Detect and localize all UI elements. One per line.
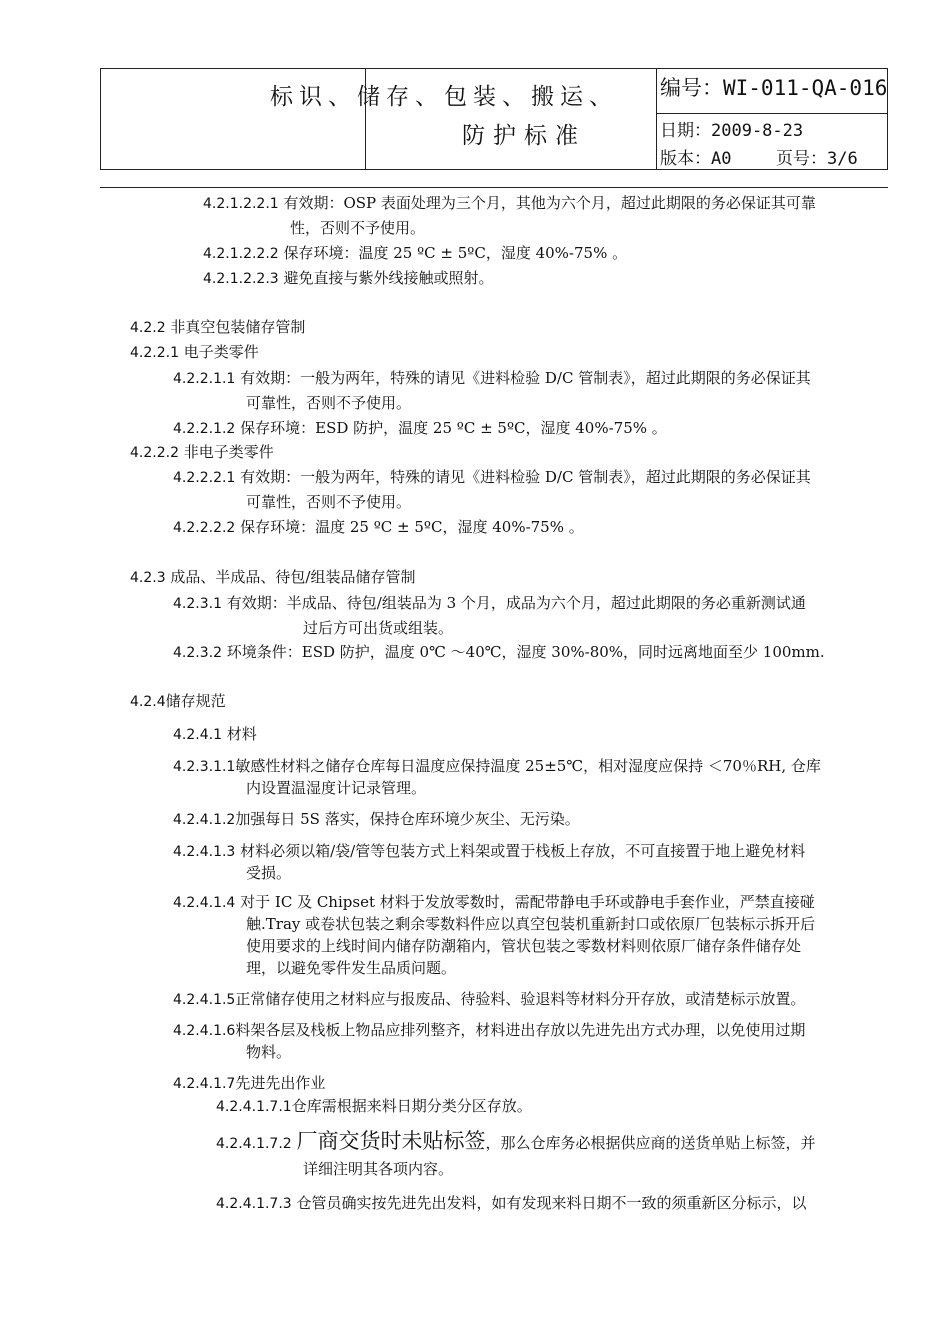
clause-line: [290, 219, 425, 237]
section-heading: [130, 692, 226, 711]
section-heading: [130, 343, 259, 362]
clause-line: [216, 1097, 532, 1116]
clause-text: 过后方可出货或组装。: [303, 619, 454, 637]
clause-line: [173, 643, 825, 662]
emphasized-text: 厂商交货时未贴标签: [296, 1129, 486, 1153]
clause-text: ，那么仓库务必根据供应商的送货单贴上标签，并: [485, 1134, 816, 1152]
clause-text: 非电子类零件: [183, 443, 274, 461]
clause-line: [173, 369, 811, 388]
clause-number: 4.2.4.1.5: [173, 992, 236, 1008]
clause-line: [203, 244, 627, 263]
clause-text: 有效期：半成品、待包/组装品为 3 个月，成品为六个月，超过此期限的务必重新测试通: [226, 594, 806, 612]
clause-text: 储存规范: [165, 692, 226, 710]
clause-text: 保存环境：ESD 防护，温度 25 ºC ± 5ºC，湿度 40%-75% 。: [240, 419, 667, 437]
clause-line: [173, 893, 815, 912]
clause-number: 4.2.4.1.4: [173, 895, 236, 911]
clause-line: [173, 842, 805, 861]
clause-number: 4.2.1.2.2.1: [203, 196, 279, 212]
clause-text: 避免直接与紫外线接触或照射。: [283, 269, 494, 287]
clause-text: 成品、半成品、待包/组装品储存管制: [170, 568, 416, 586]
clause-number: 4.2.4.1.7.1: [216, 1099, 292, 1115]
section-heading: [130, 568, 415, 587]
clause-line: [203, 194, 816, 213]
clause-line: [173, 594, 806, 613]
clause-line: [246, 493, 411, 511]
header-divider: [656, 69, 657, 169]
clause-text: 先进先出作业: [235, 1074, 326, 1092]
clause-text: 材料: [226, 725, 257, 743]
clause-number: 4.2.1.2.2.2: [203, 246, 279, 262]
clause-text: 保存环境：温度 25 ºC ± 5ºC，湿度 40%-75% 。: [240, 518, 584, 536]
clause-line: [303, 619, 453, 637]
clause-line: [246, 864, 291, 882]
clause-line: [303, 1160, 453, 1178]
clause-text: 触.Tray 或卷状包装之剩余零数料件应以真空包装机重新封口或依原厂包装标示拆开后: [246, 915, 816, 933]
header-divider: [656, 113, 887, 114]
document-version: 版本：A0: [660, 149, 732, 169]
clause-number: 4.2.4.1.2: [173, 812, 236, 828]
clause-line: [173, 1021, 805, 1040]
clause-line: [246, 959, 456, 977]
clause-text: 详细注明其各项内容。: [303, 1160, 454, 1178]
clause-text: 料架各层及栈板上物品应排列整齐，材料进出存放以先进先出方式办理，以免使用过期: [235, 1021, 806, 1039]
clause-number: 4.2.4.1.7.2: [216, 1136, 292, 1152]
clause-number: 4.2.2.1: [130, 345, 179, 361]
clause-line: [246, 779, 426, 797]
clause-text: 可靠性，否则不予使用。: [246, 394, 412, 412]
clause-number: 4.2.3.2: [173, 645, 222, 661]
clause-text: 有效期：一般为两年，特殊的请见《进料检验 D/C 管制表》，超过此期限的务必保证其: [240, 468, 811, 486]
clause-line: [246, 937, 801, 955]
clause-number: 4.2.1.2.2.3: [203, 271, 279, 287]
clause-text: 保存环境：温度 25 ºC ± 5ºC，湿度 40%-75% 。: [283, 244, 628, 262]
clause-line: [173, 1074, 325, 1093]
clause-text: 正常储存使用之材料应与报废品、待验料、验退料等材料分开存放，或清楚标示放置。: [235, 990, 806, 1008]
clause-text: 可靠性，否则不予使用。: [246, 493, 412, 511]
clause-text: 环境条件：ESD 防护，温度 0℃ ～40℃，湿度 30%-80%，同时远离地面至少 100mm.: [226, 643, 825, 661]
clause-text: 理，以避免零件发生品质问题。: [246, 959, 457, 977]
clause-number: 4.2.4.1.6: [173, 1023, 236, 1039]
header-rule: [100, 187, 888, 188]
clause-number: 4.2.2.2.1: [173, 470, 236, 486]
clause-text: 电子类零件: [183, 343, 259, 361]
clause-line: [246, 915, 815, 933]
clause-number: 4.2.2.2: [130, 445, 179, 461]
clause-number: 4.2.4.1.3: [173, 844, 236, 860]
clause-line: [173, 810, 580, 829]
clause-text: 仓管员确实按先进先出发料，如有发现来料日期不一致的须重新区分标示，以: [296, 1194, 807, 1212]
clause-text: 仓库需根据来料日期分类分区存放。: [291, 1097, 532, 1115]
clause-number: 4.2.2: [130, 320, 166, 336]
document-code: 编号：WI-011-QA-016: [660, 76, 888, 100]
clause-line: [203, 269, 494, 288]
clause-text: 有效期：一般为两年，特殊的请见《进料检验 D/C 管制表》，超过此期限的务必保证其: [240, 369, 811, 387]
clause-number: 4.2.4: [130, 694, 166, 710]
clause-text: 有效期：OSP 表面处理为三个月，其他为六个月，超过此期限的务必保证其可靠: [283, 194, 816, 212]
clause-line: [216, 1128, 816, 1157]
clause-line: [173, 990, 805, 1009]
clause-line: [246, 394, 411, 412]
clause-line: [246, 1043, 291, 1061]
section-heading: [173, 725, 257, 744]
clause-number: 4.2.4.1: [173, 727, 222, 743]
page-number: 页号：3/6: [776, 149, 858, 169]
clause-line: [173, 518, 584, 537]
clause-text: 非真空包装储存管制: [170, 318, 306, 336]
clause-number: 4.2.2.2.2: [173, 520, 236, 536]
document-title-line2: 防护标准: [462, 123, 586, 149]
clause-number: 4.2.3.1.1: [173, 759, 236, 775]
section-heading: [130, 443, 274, 462]
clause-number: 4.2.3.1: [173, 596, 222, 612]
clause-text: 材料必须以箱/袋/管等包装方式上料架或置于栈板上存放，不可直接置于地上避免材料: [240, 842, 806, 860]
clause-number: 4.2.4.1.7.3: [216, 1196, 292, 1212]
clause-text: 使用要求的上线时间内储存防潮箱内，管状包装之零数材料则依原厂储存条件储存处: [246, 937, 802, 955]
clause-line: [216, 1194, 807, 1213]
document-date: 日期：2009-8-23: [660, 121, 804, 141]
clause-text: 加强每日 5S 落实，保持仓库环境少灰尘、无污染。: [235, 810, 580, 828]
clause-text: 受损。: [246, 864, 292, 882]
clause-text: 对于 IC 及 Chipset 材料于发放零数时，需配带静电手环或静电手套作业，严禁直接碰: [240, 893, 815, 911]
clause-text: 物料。: [246, 1043, 292, 1061]
document-title: 标识、储存、包装、搬运、: [270, 84, 618, 110]
clause-text: 敏感性材料之储存仓库每日温度应保持温度 25±5℃，相对湿度应保持 ＜70％RH, 仓库: [235, 757, 821, 775]
clause-line: [173, 419, 667, 438]
clause-number: 4.2.3: [130, 570, 166, 586]
clause-line: [173, 468, 811, 487]
clause-number: 4.2.2.1.1: [173, 371, 236, 387]
clause-text: 性，否则不予使用。: [290, 219, 426, 237]
clause-number: 4.2.2.1.2: [173, 421, 236, 437]
section-heading: [130, 318, 305, 337]
clause-text: 内设置温湿度计记录管理。: [246, 779, 427, 797]
clause-line: [173, 757, 821, 776]
clause-number: 4.2.4.1.7: [173, 1076, 236, 1092]
